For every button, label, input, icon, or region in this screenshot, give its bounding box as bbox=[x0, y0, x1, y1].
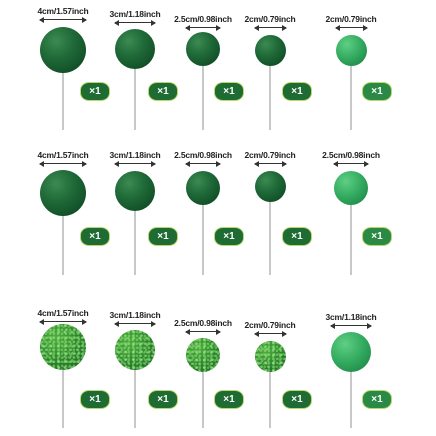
quantity-text: ×1 bbox=[371, 86, 383, 97]
size-label: 2.5cm/0.98inch bbox=[322, 150, 380, 160]
quantity-text: ×1 bbox=[223, 86, 235, 97]
quantity-text: ×1 bbox=[291, 394, 303, 405]
quantity-text: ×1 bbox=[371, 231, 383, 242]
cake-topper-item bbox=[167, 0, 239, 436]
size-label: 3cm/1.18inch bbox=[325, 312, 377, 322]
quantity-text: ×1 bbox=[291, 86, 303, 97]
size-label: 4cm/1.57inch bbox=[37, 6, 89, 16]
size-label: 2cm/0.79inch bbox=[244, 150, 296, 160]
quantity-text: ×1 bbox=[157, 231, 169, 242]
quantity-text: ×1 bbox=[223, 231, 235, 242]
size-label: 3cm/1.18inch bbox=[109, 310, 161, 320]
cake-topper-item bbox=[99, 0, 171, 436]
quantity-text: ×1 bbox=[157, 86, 169, 97]
dimension-arrow bbox=[115, 323, 155, 324]
quantity-badge bbox=[362, 390, 392, 409]
size-label: 2.5cm/0.98inch bbox=[174, 14, 232, 24]
size-label: 2cm/0.79inch bbox=[244, 320, 296, 330]
dimension-arrow bbox=[40, 321, 86, 322]
dimension-arrow bbox=[255, 333, 286, 334]
glitter-ball bbox=[255, 341, 286, 372]
cake-topper-item bbox=[315, 0, 387, 436]
quantity-text: ×1 bbox=[291, 231, 303, 242]
size-label: 2.5cm/0.98inch bbox=[174, 318, 232, 328]
glitter-ball bbox=[40, 324, 86, 370]
quantity-text: ×1 bbox=[89, 231, 101, 242]
quantity-text: ×1 bbox=[89, 394, 101, 405]
quantity-text: ×1 bbox=[371, 394, 383, 405]
dimension-arrow bbox=[186, 331, 220, 332]
quantity-text: ×1 bbox=[89, 86, 101, 97]
size-label: 2.5cm/0.98inch bbox=[174, 150, 232, 160]
matte-ball bbox=[331, 332, 371, 372]
size-label: 4cm/1.57inch bbox=[37, 150, 89, 160]
size-label: 3cm/1.18inch bbox=[109, 150, 161, 160]
size-label: 3cm/1.18inch bbox=[109, 9, 161, 19]
dimension-arrow bbox=[331, 325, 371, 326]
quantity-text: ×1 bbox=[157, 394, 169, 405]
glitter-ball bbox=[186, 338, 220, 372]
cake-topper-item bbox=[234, 0, 306, 436]
size-label: 4cm/1.57inch bbox=[37, 308, 89, 318]
size-label: 2cm/0.79inch bbox=[325, 14, 377, 24]
quantity-badge bbox=[282, 390, 312, 409]
size-label: 2cm/0.79inch bbox=[244, 14, 296, 24]
quantity-text: ×1 bbox=[223, 394, 235, 405]
cake-topper-item bbox=[27, 0, 99, 436]
glitter-ball bbox=[115, 330, 155, 370]
